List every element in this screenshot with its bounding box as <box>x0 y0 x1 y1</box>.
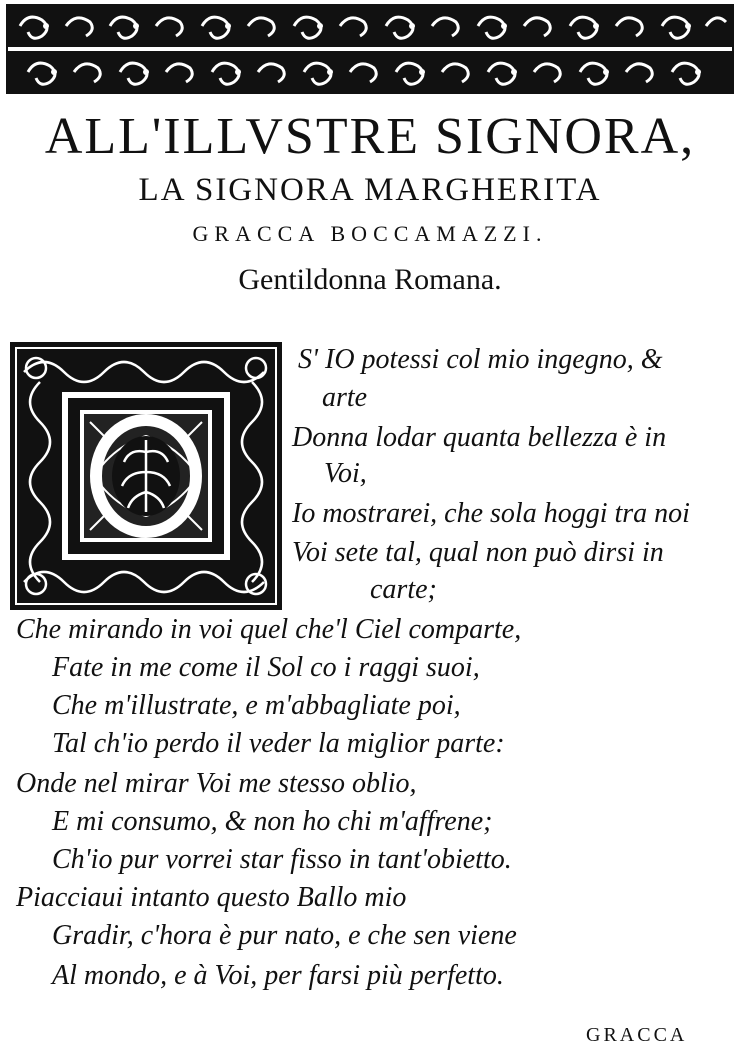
verse-line: Tal ch'io perdo il veder la miglior parte: <box>52 728 505 759</box>
verse-line: Onde nel mirar Voi me stesso oblio, <box>16 768 417 799</box>
verse-line: Fate in me come il Sol co i raggi suoi, <box>52 652 480 683</box>
verse-line: Che mirando in voi quel che'l Ciel comparte, <box>16 614 522 645</box>
decorated-initial-icon <box>10 342 282 610</box>
verse-line: Piacciaui intanto questo Ballo mio <box>16 882 407 913</box>
verse-line: Ch'io pur vorrei star fisso in tant'obietto. <box>52 844 512 875</box>
verse-line: Gradir, c'hora è pur nato, e che sen viene <box>52 920 517 951</box>
dedication-title: ALL'ILLVSTRE SIGNORA, <box>44 108 696 165</box>
dedication-subtitle: LA SIGNORA MARGHERITA <box>138 172 602 208</box>
ornament-band <box>6 4 734 94</box>
verse-line: Donna lodar quanta bellezza è in <box>292 422 667 453</box>
verse-line: Io mostrarei, che sola hoggi tra noi <box>292 498 690 529</box>
verse-line: Voi sete tal, qual non può dirsi in <box>292 537 664 568</box>
verse-line: E mi consumo, & non ho chi m'affrene; <box>52 806 493 837</box>
verse-line: Che m'illustrate, e m'abbagliate poi, <box>52 690 461 721</box>
dedicatee-surname: GRACCA BOCCAMAZZI. <box>192 221 548 246</box>
verse-line: arte <box>322 382 368 413</box>
verse-line: Voi, <box>324 458 367 489</box>
verse-line: S' IO potessi col mio ingegno, & <box>298 344 663 375</box>
verse-line: Al mondo, e à Voi, per farsi più perfetto. <box>52 960 504 991</box>
dedicatee-descriptor: Gentildonna Romana. <box>238 263 502 296</box>
catchword: GRACCA <box>586 1024 688 1046</box>
verse-line: carte; <box>370 574 437 605</box>
